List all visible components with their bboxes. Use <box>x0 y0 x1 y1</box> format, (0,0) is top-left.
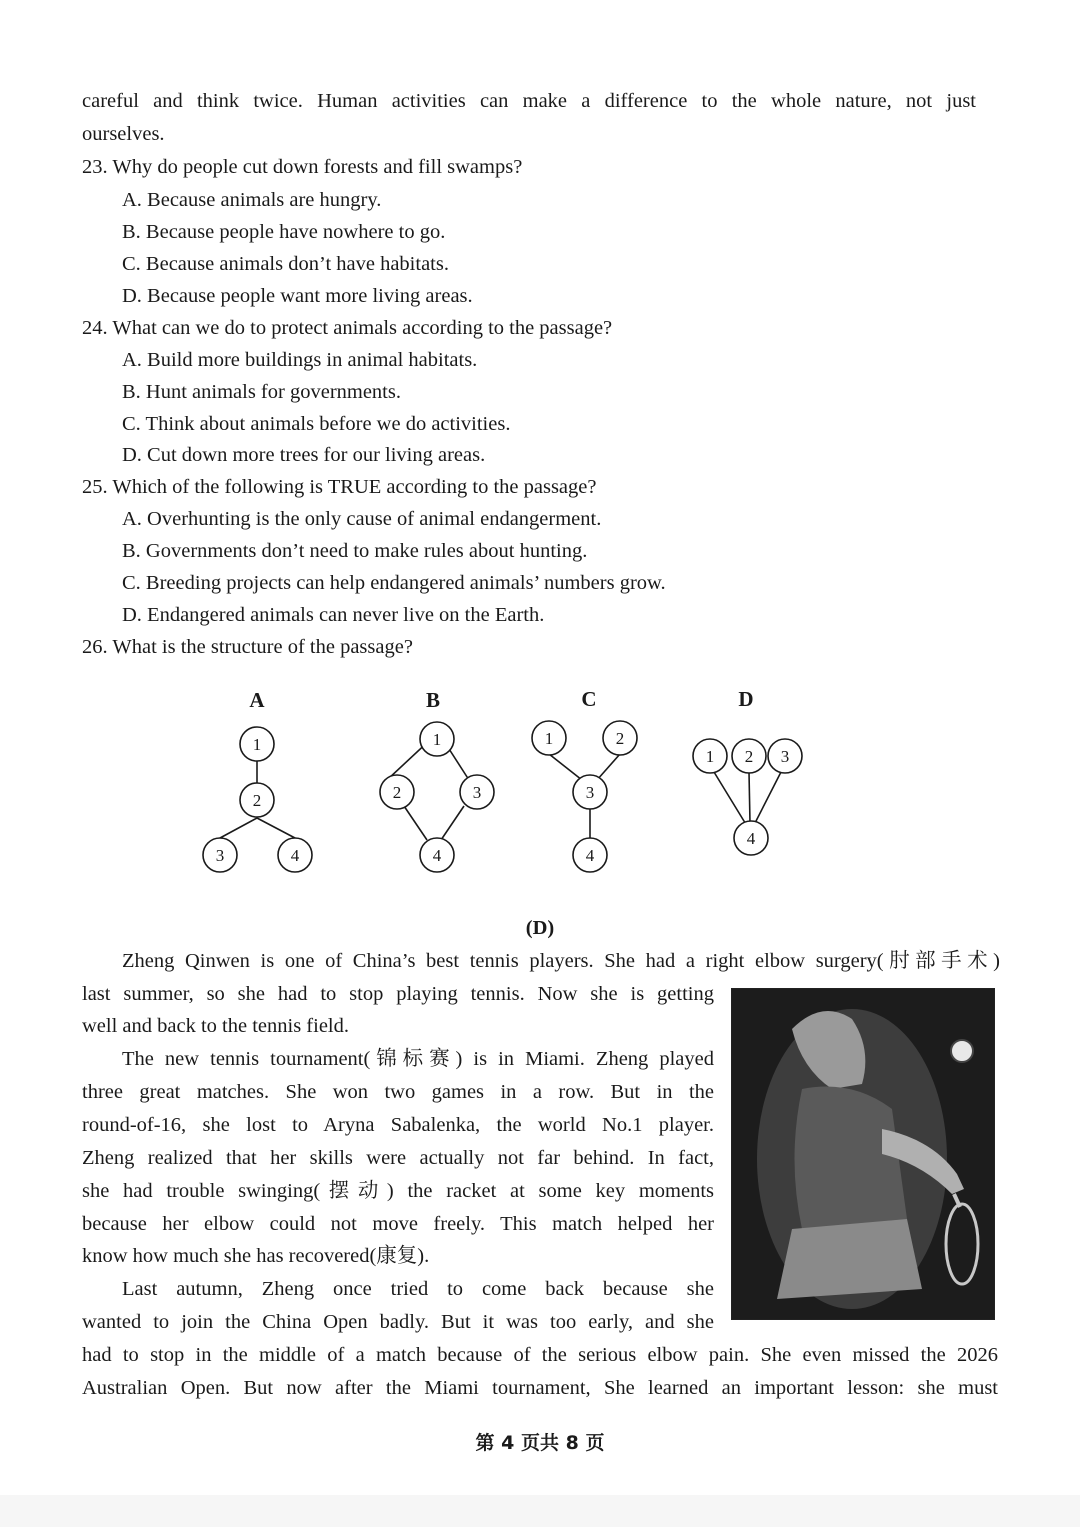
question-26-stem: 26. What is the structure of the passage? <box>82 636 413 658</box>
diagram-c-node-4: 4 <box>585 846 595 865</box>
passage-d-line: wanted to join the China Open badly. But it was too early, and she <box>82 1311 714 1333</box>
option-23-a: A. Because animals are hungry. <box>122 189 382 211</box>
passage-d-heading: (D) <box>525 917 555 939</box>
diagram-c-letter: C <box>581 687 597 711</box>
diagram-c-node-2: 2 <box>615 729 625 748</box>
option-24-d: D. Cut down more trees for our living areas. <box>122 444 486 466</box>
tennis-player-photo <box>731 988 995 1320</box>
question-24-stem: 24. What can we do to protect animals according to the passage? <box>82 317 613 339</box>
option-24-c: C. Think about animals before we do activities. <box>122 413 511 435</box>
diagram-d-node-3: 3 <box>780 747 790 766</box>
diagram-b-letter: B <box>425 688 441 712</box>
passage-d-line: because her elbow could not move freely. This match helped her <box>82 1213 714 1235</box>
question-23-stem: 23. Why do people cut down forests and fill swamps? <box>82 156 523 178</box>
passage-d-line: three great matches. She won two games in a row. But in the <box>82 1081 714 1103</box>
diagram-d-node-4: 4 <box>746 829 756 848</box>
diagram-d-edge <box>714 772 747 826</box>
tennis-player-image <box>732 989 994 1319</box>
passage-d-line: well and back to the tennis field. <box>82 1015 349 1037</box>
diagram-a-letter: A <box>249 688 265 712</box>
diagram-a-node-2: 2 <box>252 791 262 810</box>
option-25-c: C. Breeding projects can help endangered animals’ numbers grow. <box>122 572 666 594</box>
bottom-margin <box>0 1495 1080 1527</box>
diagram-b-edge <box>404 806 427 840</box>
diagram-a-edge <box>257 818 295 838</box>
passage-d-line: know how much she has recovered(康复). <box>82 1245 430 1267</box>
diagram-c-node-3: 3 <box>585 783 595 802</box>
structure-diagrams <box>180 678 840 878</box>
passage-d-line: Last autumn, Zheng once tried to come back because she <box>122 1278 714 1300</box>
passage-d-line: she had trouble swinging(摆动) the racket at some key moments <box>82 1180 714 1202</box>
passage-d-line: The new tennis tournament(锦标赛) is in Miami. Zheng played <box>122 1048 714 1070</box>
diagram-d-edge <box>754 772 781 825</box>
diagram-d-node-2: 2 <box>744 747 754 766</box>
passage-d-line: Zheng Qinwen is one of China’s best tennis players. She had a right elbow surgery(肘部手术) <box>122 950 1000 972</box>
option-25-d: D. Endangered animals can never live on the Earth. <box>122 604 545 626</box>
diagram-b-edge <box>441 806 464 840</box>
option-24-b: B. Hunt animals for governments. <box>122 381 401 403</box>
option-23-d: D. Because people want more living areas. <box>122 285 473 307</box>
option-25-b: B. Governments don’t need to make rules about hunting. <box>122 540 588 562</box>
passage-d-line: last summer, so she had to stop playing tennis. Now she is getting <box>82 983 714 1005</box>
question-25-stem: 25. Which of the following is TRUE according to the passage? <box>82 476 597 498</box>
passage-c-line: ourselves. <box>82 123 165 145</box>
diagram-d-letter: D <box>738 687 754 711</box>
diagram-a-node-1: 1 <box>252 735 262 754</box>
diagram-d-edge <box>749 772 750 823</box>
diagram-a-node-4: 4 <box>290 846 300 865</box>
passage-d-line: Zheng realized that her skills were actually not far behind. In fact, <box>82 1147 714 1169</box>
passage-d-line: Australian Open. But now after the Miami tournament, She learned an important lesson: she must <box>82 1377 998 1399</box>
diagram-c-node-1: 1 <box>544 729 554 748</box>
diagram-c-edge <box>549 754 582 780</box>
diagram-b-node-1: 1 <box>432 730 442 749</box>
option-23-c: C. Because animals don’t have habitats. <box>122 253 449 275</box>
option-25-a: A. Overhunting is the only cause of animal endangerment. <box>122 508 602 530</box>
diagram-a-edge <box>220 818 257 838</box>
passage-d-line: had to stop in the middle of a match because of the serious elbow pain. She even missed the 2026 <box>82 1344 998 1366</box>
option-24-a: A. Build more buildings in animal habitats. <box>122 349 478 371</box>
diagram-b-node-4: 4 <box>432 846 442 865</box>
passage-d-line: round-of-16, she lost to Aryna Sabalenka, the world No.1 player. <box>82 1114 714 1136</box>
diagram-b-node-2: 2 <box>392 783 402 802</box>
option-23-b: B. Because people have nowhere to go. <box>122 221 446 243</box>
passage-c-line: careful and think twice. Human activities can make a difference to the whole nature, not just <box>82 90 976 112</box>
diagram-d-node-1: 1 <box>705 747 715 766</box>
page-footer: 第 4 页共 8 页 <box>475 1432 605 1454</box>
diagram-a-node-3: 3 <box>215 846 225 865</box>
diagram-c-edge <box>597 754 620 780</box>
diagram-b-node-3: 3 <box>472 783 482 802</box>
